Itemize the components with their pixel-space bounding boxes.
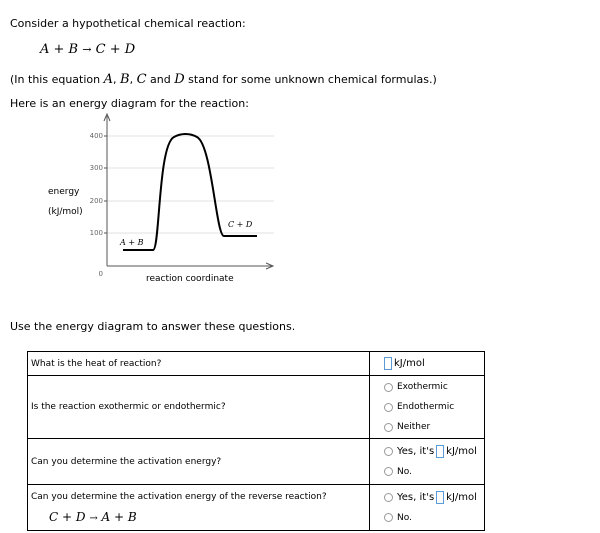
option-reverse-no[interactable]: No. <box>370 508 484 528</box>
question-reverse-activation <box>28 485 370 531</box>
equation-note: (In this equation A, B, C and D stand for some unknown chemical formulas.) <box>10 72 437 87</box>
var-a: A <box>103 72 113 87</box>
arrow-icon: → <box>82 43 92 56</box>
ytick-label-200: 200 <box>89 197 103 205</box>
y-axis-label-line1: energy <box>48 187 80 197</box>
option-reverse-yes[interactable]: Yes, it's kJ/mol <box>370 488 484 508</box>
reaction-equation <box>40 42 135 57</box>
intro-line: Consider a hypothetical chemical reaction: <box>10 17 246 30</box>
radio-icon[interactable] <box>384 493 393 502</box>
question-activation-energy: Can you determine the activation energy? <box>28 439 370 485</box>
ytick-label-0: 0 <box>98 270 103 278</box>
instructions: Use the energy diagram to answer these questions. <box>10 320 296 333</box>
diagram-intro: Here is an energy diagram for the reaction: <box>10 97 249 110</box>
product-label: C + D <box>228 220 253 229</box>
reactant-label: A + B <box>120 238 144 247</box>
ytick-label-400: 400 <box>89 132 103 140</box>
option-neither[interactable]: Neither <box>370 417 484 437</box>
option-endothermic[interactable]: Endothermic <box>370 397 484 417</box>
ytick-label-300: 300 <box>89 164 103 172</box>
heat-unit-label: kJ/mol <box>394 358 425 369</box>
var-b: B <box>120 72 130 87</box>
answer-cell-activation <box>370 439 485 485</box>
answer-cell-exo-endo <box>370 376 485 439</box>
radio-icon[interactable] <box>384 423 393 432</box>
question-exo-endo: Is the reaction exothermic or endothermic? <box>28 376 370 439</box>
question-table <box>27 351 485 531</box>
reverse-activation-energy-input[interactable] <box>436 491 444 504</box>
question-row-activation <box>28 439 485 485</box>
var-c: C <box>136 72 147 87</box>
radio-icon[interactable] <box>384 383 393 392</box>
option-activation-no[interactable]: No. <box>370 462 484 482</box>
x-axis-label: reaction coordinate <box>146 274 234 284</box>
radio-icon[interactable] <box>384 467 393 476</box>
answer-cell-reverse <box>370 485 485 531</box>
equation-left: A + B <box>40 42 79 57</box>
y-axis-label-line2: (kJ/mol) <box>48 207 83 217</box>
question-heat-of-reaction: What is the heat of reaction? <box>28 352 370 376</box>
answer-cell-heat <box>370 352 485 376</box>
radio-icon[interactable] <box>384 403 393 412</box>
arrow-icon: → <box>89 512 98 524</box>
question-row-heat <box>28 352 485 376</box>
energy-diagram <box>0 110 600 290</box>
radio-icon[interactable] <box>384 513 393 522</box>
heat-of-reaction-input[interactable] <box>384 357 392 370</box>
option-exothermic[interactable]: Exothermic <box>370 377 484 397</box>
reverse-equation: C + D → A + B <box>49 509 137 524</box>
option-activation-yes[interactable]: Yes, it's kJ/mol <box>370 442 484 462</box>
ytick-label-100: 100 <box>89 229 103 237</box>
equation-right: C + D <box>95 42 136 57</box>
question-row-exo-endo <box>28 376 485 439</box>
var-d: D <box>174 72 185 87</box>
radio-icon[interactable] <box>384 447 393 456</box>
question-row-reverse-activation <box>28 485 485 531</box>
activation-energy-input[interactable] <box>436 445 444 458</box>
question-reverse-text: Can you determine the activation energy of the reverse reaction? <box>31 491 327 502</box>
